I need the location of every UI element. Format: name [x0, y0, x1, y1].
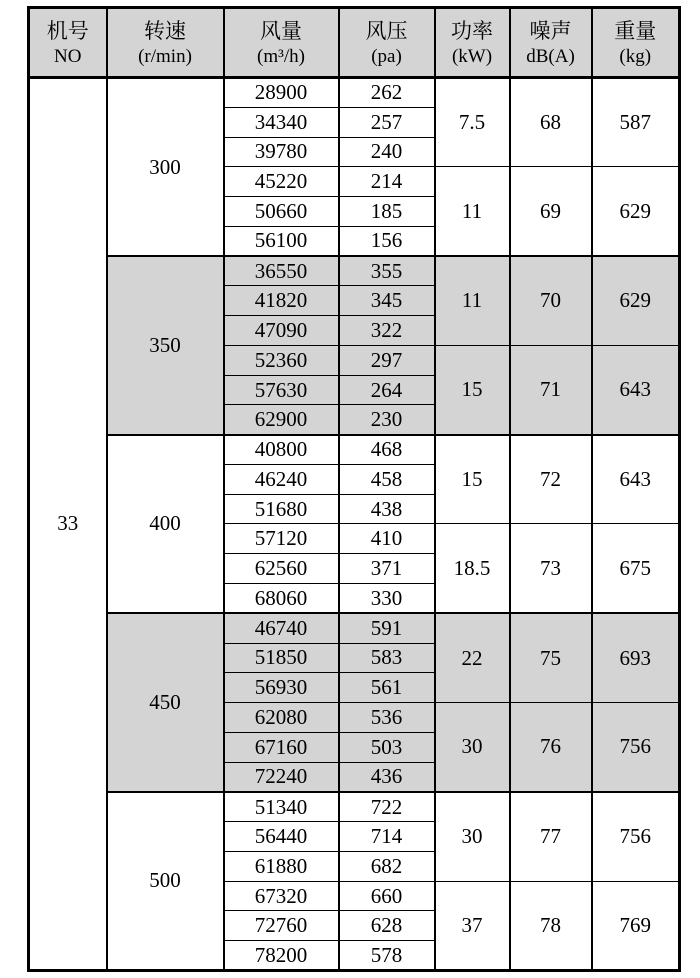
table-row — [29, 435, 680, 465]
header-unit: (m³/h) — [257, 45, 305, 67]
pressure-cell: 714 — [339, 822, 435, 852]
pressure-cell: 214 — [339, 167, 435, 197]
flow-cell: 67320 — [224, 881, 339, 911]
pressure-cell: 322 — [339, 316, 435, 346]
header-title: 噪声 — [529, 19, 572, 44]
pressure-cell: 722 — [339, 792, 435, 822]
pressure-cell: 240 — [339, 137, 435, 167]
flow-cell: 67160 — [224, 732, 339, 762]
flow-cell: 46740 — [224, 613, 339, 643]
flow-cell: 56930 — [224, 673, 339, 703]
header-unit: (r/min) — [138, 45, 192, 67]
flow-cell: 68060 — [224, 584, 339, 614]
flow-cell: 40800 — [224, 435, 339, 465]
pressure-cell: 578 — [339, 941, 435, 971]
weight-cell: 643 — [592, 435, 680, 524]
noise-cell: 76 — [510, 703, 592, 792]
col-header-weight — [592, 8, 680, 78]
pressure-cell: 458 — [339, 464, 435, 494]
weight-cell: 629 — [592, 167, 680, 256]
col-header-power — [435, 8, 510, 78]
pressure-cell: 185 — [339, 197, 435, 227]
pressure-cell: 660 — [339, 881, 435, 911]
col-header-noise — [510, 8, 592, 78]
noise-cell: 73 — [510, 524, 592, 613]
noise-cell: 70 — [510, 256, 592, 345]
weight-cell: 629 — [592, 256, 680, 345]
pressure-cell: 438 — [339, 494, 435, 524]
table-row — [29, 613, 680, 643]
speed-cell: 500 — [107, 792, 224, 971]
power-cell: 15 — [435, 435, 510, 524]
pressure-cell: 297 — [339, 345, 435, 375]
weight-cell: 675 — [592, 524, 680, 613]
pressure-cell: 436 — [339, 762, 435, 792]
speed-cell: 400 — [107, 435, 224, 614]
pressure-cell: 410 — [339, 524, 435, 554]
noise-cell: 77 — [510, 792, 592, 881]
flow-cell: 57630 — [224, 375, 339, 405]
noise-cell: 69 — [510, 167, 592, 256]
col-header-speed — [107, 8, 224, 78]
table-row — [29, 792, 680, 822]
power-cell: 11 — [435, 167, 510, 256]
power-cell: 30 — [435, 703, 510, 792]
pressure-cell: 561 — [339, 673, 435, 703]
flow-cell: 51850 — [224, 643, 339, 673]
pressure-cell: 583 — [339, 643, 435, 673]
flow-cell: 36550 — [224, 256, 339, 286]
flow-cell: 34340 — [224, 107, 339, 137]
flow-cell: 39780 — [224, 137, 339, 167]
header-title: 风量 — [260, 19, 302, 44]
header-unit: (kW) — [451, 45, 493, 67]
noise-cell: 68 — [510, 78, 592, 167]
noise-cell: 78 — [510, 881, 592, 970]
pressure-cell: 264 — [339, 375, 435, 405]
table-row — [29, 256, 680, 286]
flow-cell: 72240 — [224, 762, 339, 792]
speed-cell: 350 — [107, 256, 224, 435]
pressure-cell: 156 — [339, 226, 435, 256]
flow-cell: 78200 — [224, 941, 339, 971]
power-cell: 30 — [435, 792, 510, 881]
machine-no-cell: 33 — [29, 78, 107, 971]
pressure-cell: 262 — [339, 78, 435, 108]
pressure-cell: 371 — [339, 554, 435, 584]
speed-cell: 450 — [107, 613, 224, 792]
header-title: 风压 — [365, 19, 408, 44]
header-unit: NO — [54, 45, 82, 67]
flow-cell: 50660 — [224, 197, 339, 227]
power-cell: 11 — [435, 256, 510, 345]
fan-spec-table — [27, 6, 681, 972]
pressure-cell: 355 — [339, 256, 435, 286]
flow-cell: 51680 — [224, 494, 339, 524]
noise-cell: 75 — [510, 613, 592, 702]
power-cell: 7.5 — [435, 78, 510, 167]
weight-cell: 756 — [592, 792, 680, 881]
pressure-cell: 682 — [339, 851, 435, 881]
weight-cell: 756 — [592, 703, 680, 792]
header-title: 功率 — [451, 19, 493, 44]
pressure-cell: 536 — [339, 703, 435, 733]
power-cell: 18.5 — [435, 524, 510, 613]
pressure-cell: 591 — [339, 613, 435, 643]
col-header-pressure — [339, 8, 435, 78]
col-header-machine-no — [29, 8, 107, 78]
flow-cell: 28900 — [224, 78, 339, 108]
flow-cell: 62560 — [224, 554, 339, 584]
weight-cell: 693 — [592, 613, 680, 702]
noise-cell: 72 — [510, 435, 592, 524]
col-header-airflow — [224, 8, 339, 78]
flow-cell: 57120 — [224, 524, 339, 554]
header-title: 机号 — [46, 19, 89, 44]
power-cell: 22 — [435, 613, 510, 702]
flow-cell: 47090 — [224, 316, 339, 346]
power-cell: 15 — [435, 345, 510, 434]
header-title: 重量 — [614, 19, 657, 44]
flow-cell: 72760 — [224, 911, 339, 941]
flow-cell: 56440 — [224, 822, 339, 852]
flow-cell: 61880 — [224, 851, 339, 881]
weight-cell: 643 — [592, 345, 680, 434]
pressure-cell: 230 — [339, 405, 435, 435]
weight-cell: 769 — [592, 881, 680, 970]
pressure-cell: 330 — [339, 584, 435, 614]
header-title: 转速 — [144, 19, 186, 44]
pressure-cell: 257 — [339, 107, 435, 137]
flow-cell: 56100 — [224, 226, 339, 256]
header-unit: (pa) — [371, 45, 402, 67]
header-unit: (kg) — [619, 45, 652, 67]
flow-cell: 41820 — [224, 286, 339, 316]
weight-cell: 587 — [592, 78, 680, 167]
pressure-cell: 345 — [339, 286, 435, 316]
flow-cell: 46240 — [224, 464, 339, 494]
pressure-cell: 468 — [339, 435, 435, 465]
flow-cell: 51340 — [224, 792, 339, 822]
pressure-cell: 503 — [339, 732, 435, 762]
flow-cell: 52360 — [224, 345, 339, 375]
header-row — [29, 8, 680, 78]
power-cell: 37 — [435, 881, 510, 970]
flow-cell: 62900 — [224, 405, 339, 435]
speed-cell: 300 — [107, 78, 224, 257]
header-unit: dB(A) — [526, 45, 575, 67]
flow-cell: 45220 — [224, 167, 339, 197]
pressure-cell: 628 — [339, 911, 435, 941]
noise-cell: 71 — [510, 345, 592, 434]
table-row — [29, 78, 680, 108]
flow-cell: 62080 — [224, 703, 339, 733]
